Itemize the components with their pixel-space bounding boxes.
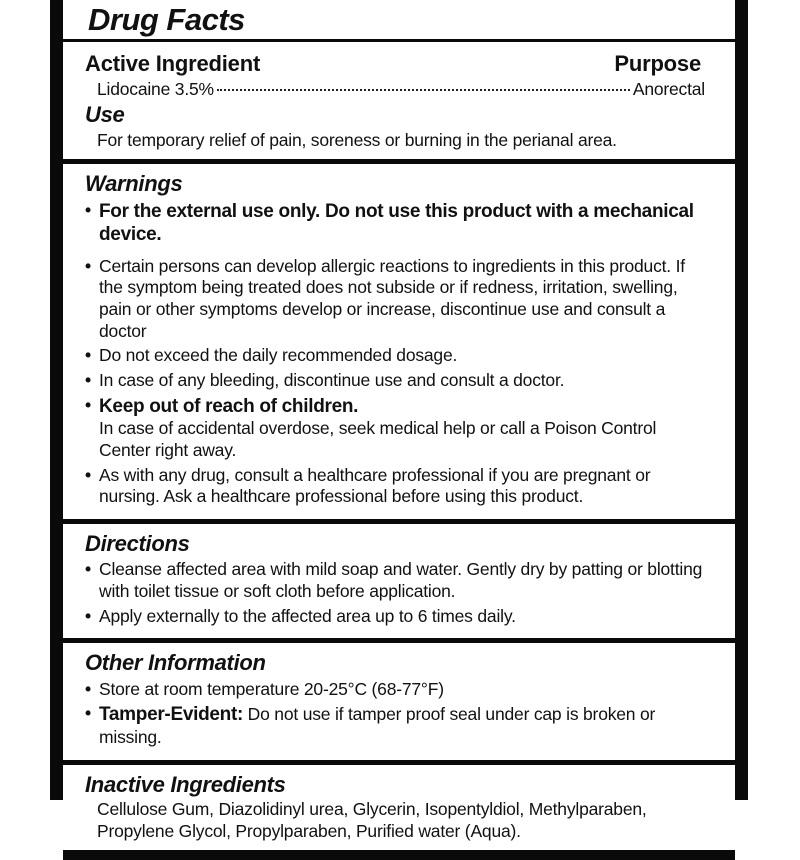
warning-text: Do not exceed the daily recommended dosage. <box>99 345 458 366</box>
warning-bullet <box>85 395 705 462</box>
direction-text: Apply externally to the affected area up to 6 times daily. <box>99 605 516 626</box>
warning-text: Certain persons can develop allergic reactions to ingredients in this product. If the symptom being treated does not subside or if redness, irritation, swelling, pain or other symptoms develop or increase, discontinue use and consult a doctor <box>99 255 685 341</box>
bullet-icon: • <box>85 703 92 724</box>
section-active-ingredient <box>63 44 735 159</box>
bullet-icon: • <box>85 605 92 626</box>
bullet-icon: • <box>85 255 92 276</box>
title-panel <box>63 0 735 42</box>
direction-bullet <box>85 606 705 628</box>
warnings-heading: Warnings <box>85 171 183 197</box>
inactive-ingredients-heading: Inactive Ingredients <box>85 771 286 797</box>
active-ingredient-heading: Active Ingredient <box>85 51 261 76</box>
other-info-text: Do not use if tamper proof seal under cap is broken or missing. <box>99 704 656 747</box>
active-ingredient-header-row <box>85 51 705 78</box>
section-directions <box>63 524 735 638</box>
section-warnings <box>63 164 735 519</box>
bullet-icon: • <box>85 199 92 220</box>
warning-text: In case of accidental overdose, seek medical help or call a Poison Control Center right away. <box>99 418 657 461</box>
warning-bullet <box>85 370 705 392</box>
inactive-ingredients-text: Cellulose Gum, Diazolidinyl urea, Glycerin, Isopentyldiol, Methylparaben, Propylene Glycol, Propylparaben, Purified water (Aqua). <box>97 798 647 841</box>
direction-bullet <box>85 559 705 602</box>
directions-list <box>85 559 705 627</box>
ingredient-row <box>97 79 705 100</box>
section-inactive-ingredients <box>63 765 735 851</box>
bottom-border-bar <box>63 850 735 860</box>
other-information-heading: Other Information <box>85 650 266 676</box>
warning-text: In case of any bleeding, discontinue use and consult a doctor. <box>99 370 565 391</box>
bullet-icon: • <box>85 678 92 699</box>
section-other-information <box>63 643 735 759</box>
other-info-bullet <box>85 679 705 701</box>
warning-text-bold: For the external use only. Do not use this product with a mechanical device. <box>99 200 694 246</box>
warnings-list <box>85 200 705 509</box>
warning-bullet <box>85 465 705 508</box>
ingredient-name: Lidocaine 3.5% <box>97 79 214 100</box>
ingredient-purpose: Anorectal <box>632 79 705 100</box>
direction-text: Cleanse affected area with mild soap and water. Gently dry by patting or blotting with toilet tissue or soft cloth before application. <box>99 559 703 602</box>
use-text: For temporary relief of pain, soreness or burning in the perianal area. <box>97 129 617 150</box>
drug-facts-label <box>50 0 748 841</box>
other-information-list <box>85 679 705 749</box>
other-info-bullet <box>85 703 705 748</box>
bullet-icon: • <box>85 370 92 391</box>
bullet-icon: • <box>85 345 92 366</box>
bullet-icon: • <box>85 464 92 485</box>
other-info-bold: Tamper-Evident: <box>99 704 244 726</box>
warning-bullet <box>85 200 705 247</box>
other-info-text: Store at room temperature 20-25°C (68-77°F) <box>99 678 444 699</box>
warning-text: As with any drug, consult a healthcare professional if you are pregnant or nursing. Ask a healthcare professional before using this product. <box>99 464 651 507</box>
warning-text-bold: Keep out of reach of children. <box>99 395 359 417</box>
page-title: Drug Facts <box>88 2 245 37</box>
directions-heading: Directions <box>85 531 190 557</box>
warning-bullet <box>85 345 705 367</box>
bullet-icon: • <box>85 559 92 580</box>
warning-bullet <box>85 256 705 343</box>
purpose-heading: Purpose <box>614 51 701 76</box>
dotted-leader <box>217 89 630 91</box>
bullet-icon: • <box>85 394 92 415</box>
use-heading: Use <box>85 102 125 128</box>
